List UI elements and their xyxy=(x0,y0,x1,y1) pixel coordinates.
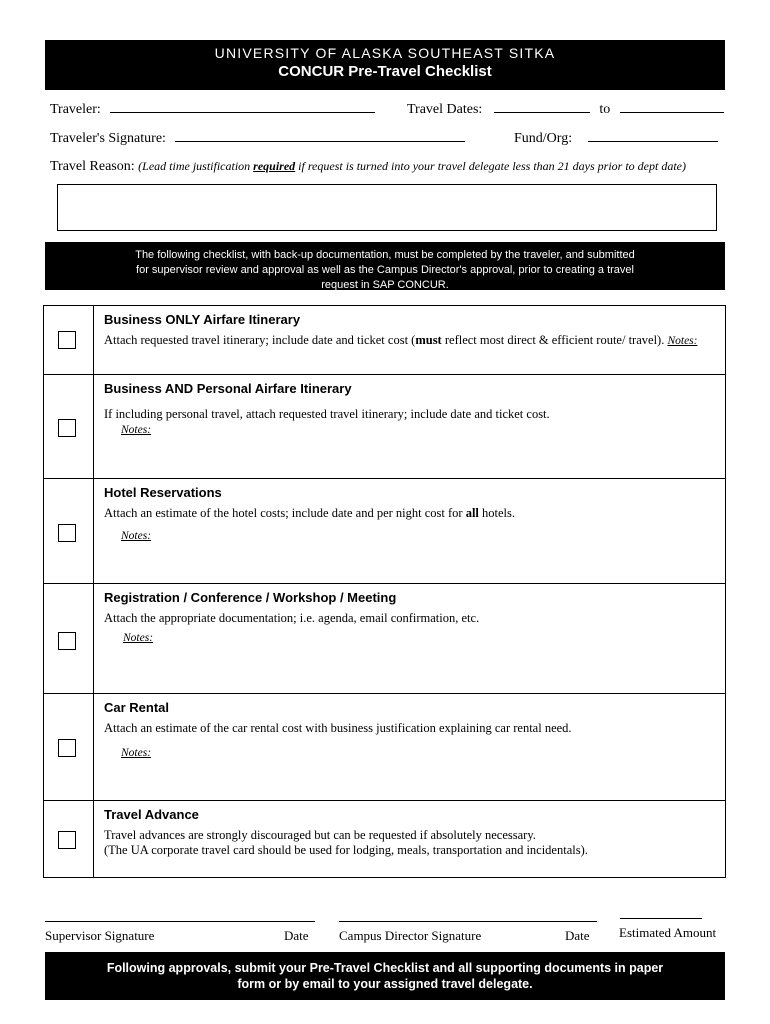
checklist-row-car-rental xyxy=(44,694,725,801)
director-date-label: Date xyxy=(565,928,590,943)
director-signature-label: Campus Director Signature xyxy=(339,928,482,943)
traveler-field[interactable] xyxy=(50,101,375,118)
checkbox-car-rental[interactable] xyxy=(58,739,76,757)
form-header xyxy=(45,40,725,90)
travel-dates-field[interactable] xyxy=(407,101,724,118)
instructions-line: The following checklist, with back-up documentation, must be completed by the traveler, and submitted xyxy=(135,249,635,261)
checklist-item-description: Attach the appropriate documentation; i.e. agenda, email confirmation, etc. xyxy=(104,611,480,625)
checklist-item-description: Attach an estimate of the car rental cost with business justification explaining car rental need. xyxy=(104,721,572,735)
checklist-item-title: Hotel Reservations xyxy=(104,485,222,500)
checklist-row-hotel xyxy=(44,479,725,584)
checklist-item-title: Business AND Personal Airfare Itinerary xyxy=(104,381,352,396)
traveler-signature-field[interactable] xyxy=(50,130,465,147)
required-emphasis: required xyxy=(253,159,296,173)
university-name: UNIVERSITY OF ALASKA SOUTHEAST SITKA xyxy=(214,45,556,61)
instructions-line: for supervisor review and approval as well as the Campus Director's approval, prior to creating a travel xyxy=(136,264,634,276)
notes-label: Notes: xyxy=(123,632,154,644)
checklist-item-title: Travel Advance xyxy=(104,807,199,822)
traveler-input-line[interactable] xyxy=(110,101,375,113)
checklist-item-title: Car Rental xyxy=(104,700,170,715)
to-label: to xyxy=(599,102,611,117)
checkbox-hotel[interactable] xyxy=(58,524,76,542)
traveler-label: Traveler: xyxy=(50,102,101,117)
checklist-item-description: Travel advances are strongly discouraged but can be requested if absolutely necessary. xyxy=(104,828,536,842)
checklist-item-description: (The UA corporate travel card should be used for lodging, meals, transportation and incidentals). xyxy=(104,843,588,857)
estimated-amount-line[interactable] xyxy=(620,918,702,919)
instructions-banner xyxy=(45,242,725,290)
checklist-row-airfare-business xyxy=(44,306,725,375)
checklist-item-description: Attach requested travel itinerary; include date and ticket cost (must reflect most direct & efficient route/ travel). Notes: xyxy=(104,333,698,347)
form-title: CONCUR Pre-Travel Checklist xyxy=(278,63,492,80)
checklist-row-registration xyxy=(44,584,725,694)
checklist-row-travel-advance xyxy=(44,801,725,877)
checkbox-airfare-personal[interactable] xyxy=(58,419,76,437)
checklist-item-description: If including personal travel, attach requested travel itinerary; include date and ticket cost. xyxy=(104,407,550,421)
supervisor-date-label: Date xyxy=(284,928,309,943)
checklist-table xyxy=(43,305,726,878)
notes-label: Notes: xyxy=(667,335,698,347)
fund-org-line[interactable] xyxy=(588,130,718,142)
traveler-signature-line[interactable] xyxy=(175,130,465,142)
notes-label: Notes: xyxy=(121,530,152,542)
footer-line: form or by email to your assigned travel delegate. xyxy=(237,977,533,991)
checkbox-registration[interactable] xyxy=(58,632,76,650)
instructions-line: request in SAP CONCUR. xyxy=(321,279,449,290)
travel-reason-input-box[interactable] xyxy=(57,184,717,231)
supervisor-signature-label: Supervisor Signature xyxy=(45,928,155,943)
travel-reason-label: Travel Reason: xyxy=(50,159,135,174)
checklist-item-title: Registration / Conference / Workshop / Meeting xyxy=(104,590,397,605)
checkbox-travel-advance[interactable] xyxy=(58,831,76,849)
footer-line: Following approvals, submit your Pre-Travel Checklist and all supporting documents in paper xyxy=(106,961,664,975)
checklist-item-title: Business ONLY Airfare Itinerary xyxy=(104,312,301,327)
checklist-row-airfare-personal xyxy=(44,375,725,479)
travel-reason-field xyxy=(50,159,686,175)
notes-label: Notes: xyxy=(121,424,152,436)
travel-reason-note: (Lead time justification required if request is turned into your travel delegate less than 21 days prior to dept date) xyxy=(138,159,686,173)
checklist-item-description: Attach an estimate of the hotel costs; include date and per night cost for all hotels. xyxy=(104,506,516,520)
checkbox-airfare-business[interactable] xyxy=(58,331,76,349)
travel-dates-label: Travel Dates: xyxy=(407,102,483,117)
supervisor-signature-line[interactable] xyxy=(45,921,315,922)
travel-date-start-line[interactable] xyxy=(494,101,590,113)
fund-org-label: Fund/Org: xyxy=(514,131,573,146)
traveler-signature-label: Traveler's Signature: xyxy=(50,131,166,146)
notes-label: Notes: xyxy=(121,747,152,759)
fund-org-field[interactable] xyxy=(514,130,718,147)
submission-instructions-footer xyxy=(45,952,725,1000)
estimated-amount-label: Estimated Amount xyxy=(619,925,717,940)
director-signature-line[interactable] xyxy=(339,921,597,922)
travel-date-end-line[interactable] xyxy=(620,101,724,113)
